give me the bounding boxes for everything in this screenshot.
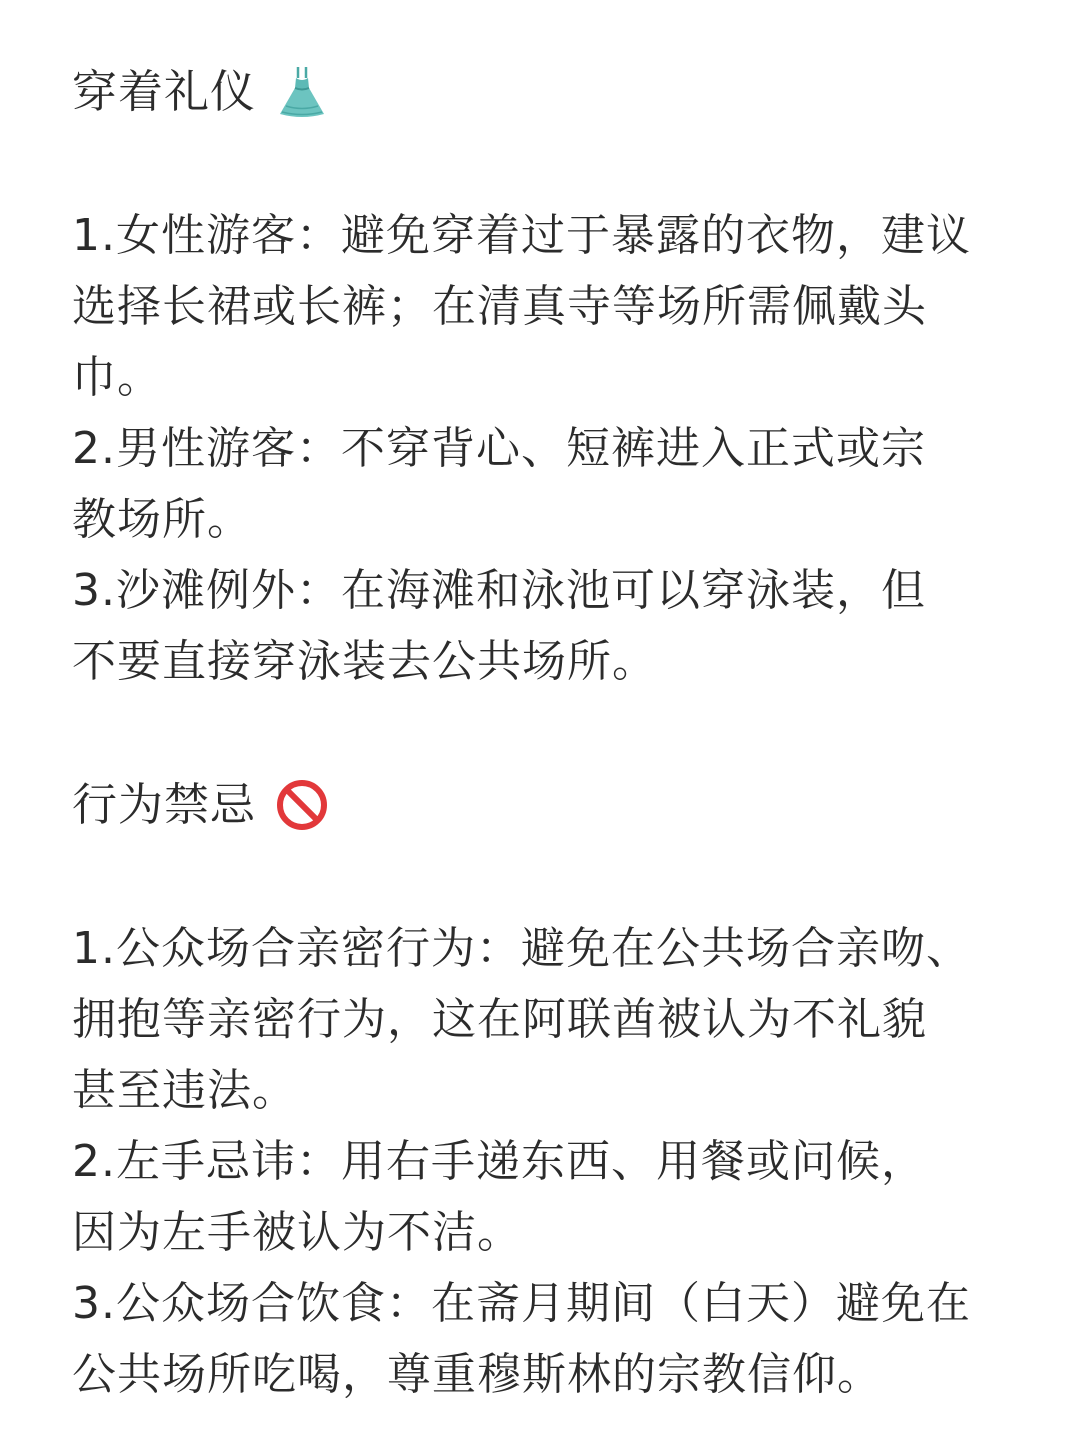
section-title-text: 穿着礼仪 [72, 65, 257, 118]
spacer [72, 128, 1020, 200]
list-item: 3.公众场合饮食：在斋月期间（白天）避免在 公共场所吃喝，尊重穆斯林的宗教信仰。 [72, 1278, 971, 1400]
list-item: 3.沙滩例外：在海滩和泳池可以穿泳装，但 不要直接穿泳装去公共场所。 [72, 565, 926, 687]
section-title-behavior-taboos [72, 769, 1020, 841]
list-item: 2.男性游客：不穿背心、短裤进入正式或宗 教场所。 [72, 423, 926, 545]
section-title-text: 行为禁忌 [72, 778, 257, 831]
section-title-dress-etiquette [72, 56, 1020, 128]
list-item: 2.左手忌讳：用右手递东西、用餐或问候， 因为左手被认为不洁。 [72, 1136, 926, 1258]
list-item: 1.女性游客：避免穿着过于暴露的衣物，建议 选择长裙或长裤；在清真寺等场所需佩戴头 巾。 [72, 210, 971, 403]
dress-icon [274, 64, 330, 120]
spacer [72, 697, 1020, 769]
list-item: 1.公众场合亲密行为：避免在公共场合亲吻、 拥抱等亲密行为，这在阿联酋被认为不礼貌 甚至违法。 [72, 923, 971, 1116]
spacer [72, 841, 1020, 913]
prohibited-icon [274, 777, 330, 833]
